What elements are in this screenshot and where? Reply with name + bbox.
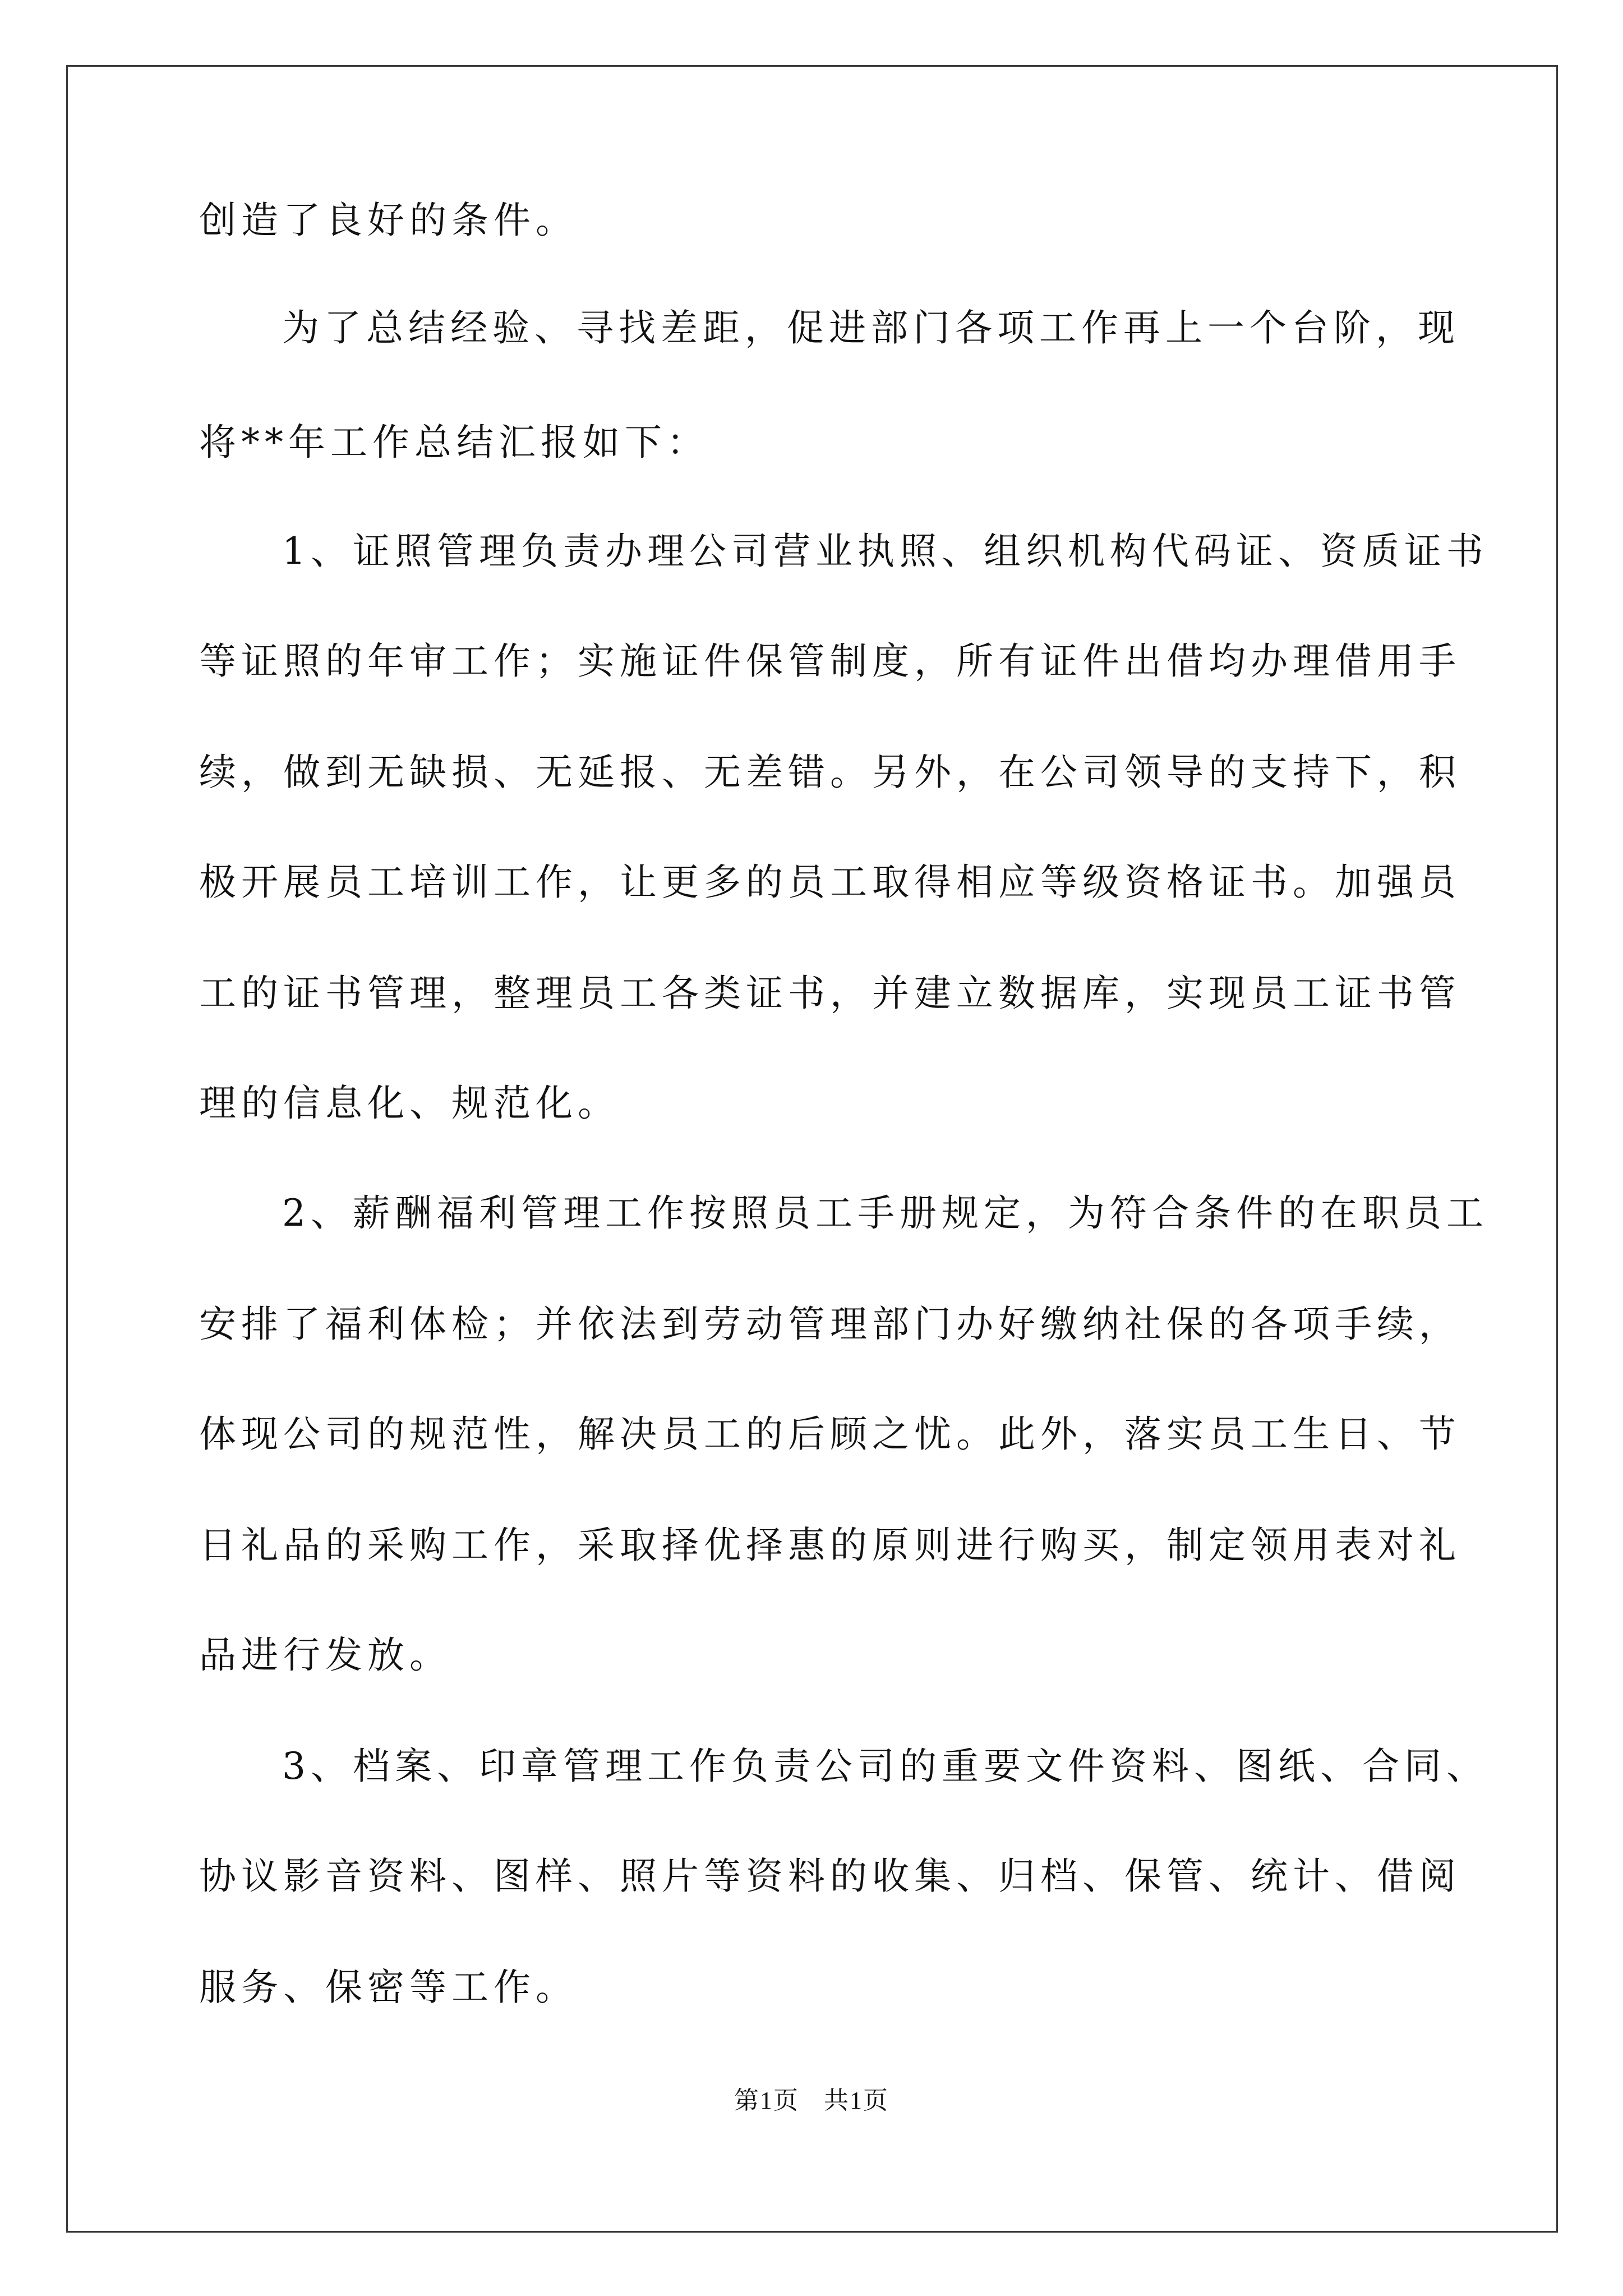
paragraph-line: 续，做到无缺损、无延报、无差错。另外，在公司领导的支持下，积 [199,751,1461,794]
paragraph-line: 日礼品的采购工作，采取择优择惠的原则进行购买，制定领用表对礼 [199,1524,1461,1567]
paragraph-line: 3、档案、印章管理工作负责公司的重要文件资料、图纸、合同、 [282,1745,1488,1788]
paragraph-line: 体现公司的规范性，解决员工的后顾之忧。此外，落实员工生日、节 [199,1412,1461,1456]
paragraph-line: 2、薪酬福利管理工作按照员工手册规定，为符合条件的在职员工 [282,1191,1488,1235]
paragraph-line: 服务、保密等工作。 [199,1966,578,2009]
paragraph-line: 工的证书管理，整理员工各类证书，并建立数据库，实现员工证书管 [199,972,1461,1015]
page-border [66,65,1558,2233]
paragraph-line: 将**年工作总结汇报如下： [199,421,709,464]
paragraph-line: 理的信息化、规范化。 [199,1082,620,1125]
paragraph-line: 安排了福利体检；并依法到劳动管理部门办好缴纳社保的各项手续， [199,1303,1461,1346]
page-footer [0,2080,1623,2116]
paragraph-line: 协议影音资料、图样、照片等资料的收集、归档、保管、统计、借阅 [199,1855,1461,1898]
paragraph-line: 为了总结经验、寻找差距，促进部门各项工作再上一个台阶，现 [282,306,1460,349]
paragraph-line: 等证照的年审工作；实施证件保管制度，所有证件出借均办理借用手 [199,639,1461,683]
page-count: 共1页 [824,2087,889,2114]
page-number: 第1页 [734,2087,799,2114]
paragraph-line: 极开展员工培训工作，让更多的员工取得相应等级资格证书。加强员 [199,861,1461,904]
paragraph-line: 品进行发放。 [199,1634,451,1677]
paragraph-line: 创造了良好的条件。 [199,199,578,242]
paragraph-line: 1、证照管理负责办理公司营业执照、组织机构代码证、资质证书 [282,530,1488,573]
